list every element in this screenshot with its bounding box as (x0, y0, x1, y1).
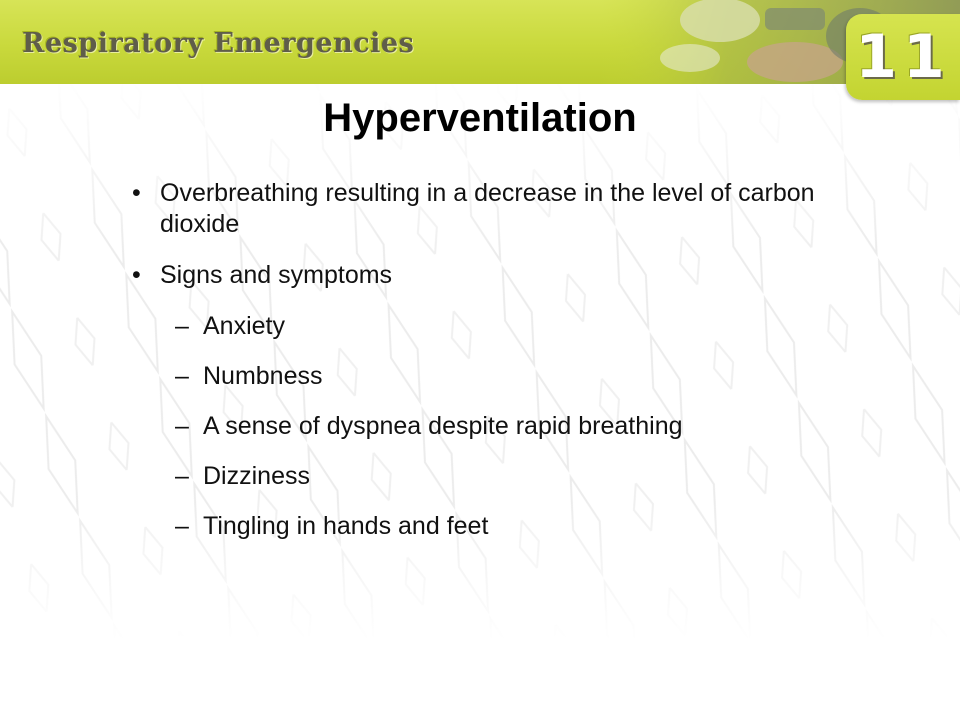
bullet-list (132, 178, 832, 561)
sub-bullet-text: Numbness (203, 362, 323, 390)
sub-bullet-text: Anxiety (203, 312, 285, 340)
sub-bullet-item (132, 361, 832, 392)
bullet-marker: • (132, 261, 141, 289)
bullet-marker: • (132, 179, 141, 207)
bullet-text: Signs and symptoms (160, 261, 393, 289)
sub-bullet-text: Tingling in hands and feet (203, 512, 489, 540)
sub-bullet-marker: – (175, 512, 189, 540)
chapter-badge (846, 14, 960, 100)
sub-bullet-marker: – (175, 412, 189, 440)
sub-bullet-text: Dizziness (203, 462, 310, 490)
bullet-item (132, 260, 832, 291)
sub-bullet-item (132, 461, 832, 492)
sub-bullet-marker: – (175, 312, 189, 340)
bullet-text: Overbreathing resulting in a decrease in the level of carbon dioxide (160, 179, 815, 238)
chapter-number: 11 (855, 22, 951, 92)
sub-bullet-text: A sense of dyspnea despite rapid breathing (203, 412, 683, 440)
sub-bullet-item (132, 511, 832, 542)
sub-bullet-item (132, 411, 832, 442)
section-title: Respiratory Emergencies (22, 28, 415, 59)
sub-bullet-marker: – (175, 362, 189, 390)
bullet-item (132, 178, 832, 240)
sub-bullet-item (132, 311, 832, 342)
sub-bullet-marker: – (175, 462, 189, 490)
header-band (0, 0, 960, 84)
slide-title: Hyperventilation (323, 96, 637, 140)
